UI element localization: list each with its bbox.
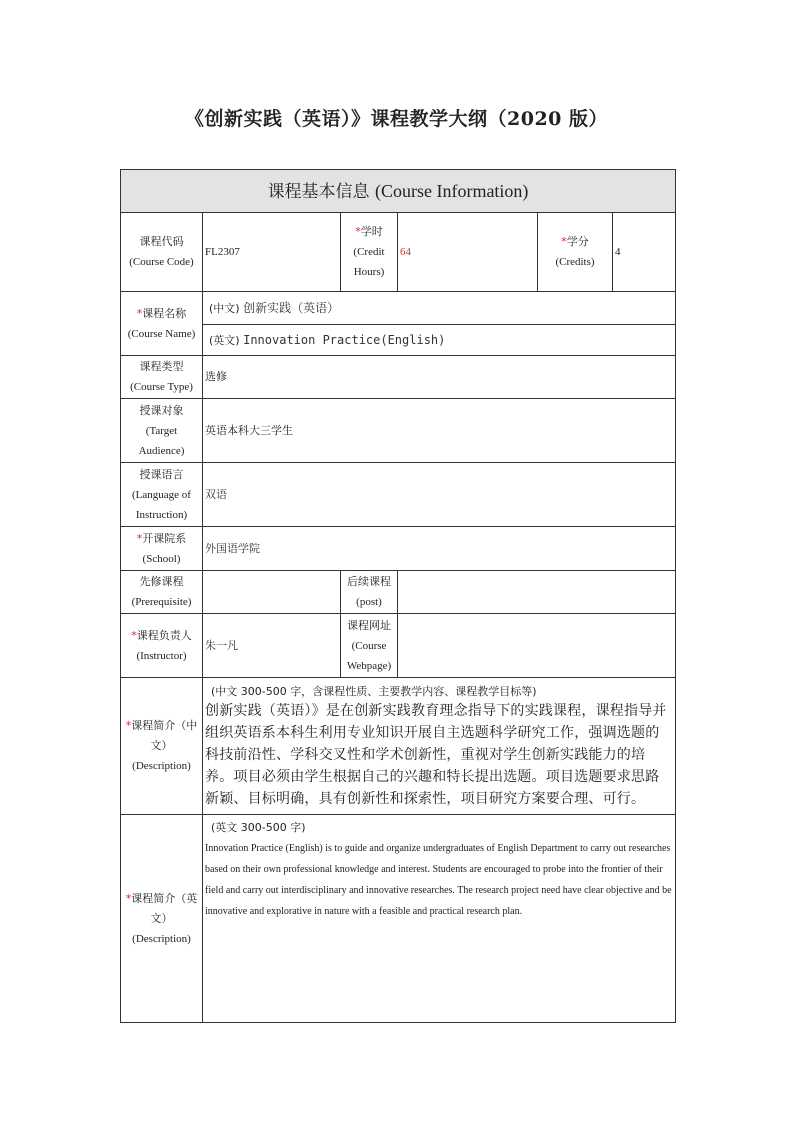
- target-label: 授课对象 (Target Audience): [121, 399, 203, 463]
- instructor-label: *课程负责人 (Instructor): [121, 614, 203, 678]
- course-type-label: 课程类型 (Course Type): [121, 356, 203, 399]
- desc-zh-text: 创新实践（英语）》是在创新实践教育理念指导下的实践课程，课程指导并组织英语系本科生利用专业知识开展自主选题科学研究工作，强调选题的科技前沿性、学科交叉性和学术创新性，重视对学生创新实践能力的培养。项目必须由学生根据自己的兴趣和特长提出选题。项目选题要求思路新颖、目标明确，具有创新性和探索性，项目研究方案要合理、可行。: [205, 703, 667, 807]
- desc-zh-content: [203, 678, 676, 815]
- course-type-value: 选修: [203, 356, 676, 399]
- desc-en-text: Innovation Practice (English) is to guide and organize undergraduates of English Department to carry out researches based on their own professional knowledge and interest. Students are encouraged to probe into the frontier of their field and carry out interdisciplinary and innovative researches. The research project need have clear objective and be innovative and explorative in nature with a feasible and practical research plan.: [205, 843, 672, 917]
- post-value: [398, 571, 676, 614]
- school-value: 外国语学院: [203, 527, 676, 571]
- language-label: 授课语言 (Language of Instruction): [121, 463, 203, 527]
- webpage-value[interactable]: [398, 614, 676, 678]
- desc-en-note: (英文 300-500 字): [211, 821, 306, 834]
- section-header: [121, 170, 676, 213]
- language-value: 双语: [203, 463, 676, 527]
- credits-value: 4: [613, 213, 676, 292]
- desc-zh-label: *课程简介（中文） (Description): [121, 678, 203, 815]
- post-label: 后续课程 (post): [341, 571, 398, 614]
- instructor-value: 朱一凡: [203, 614, 341, 678]
- target-value: 英语本科大三学生: [203, 399, 676, 463]
- course-name-zh: (中文) 创新实践（英语）: [203, 292, 676, 325]
- header-zh: 课程基本信息: [267, 181, 370, 202]
- course-code-label: 课程代码 (Course Code): [121, 213, 203, 292]
- credit-hours-value: 64: [398, 213, 538, 292]
- webpage-label: 课程网址 (Course Webpage): [341, 614, 398, 678]
- course-info-table: [120, 169, 676, 1023]
- credit-hours-label: *学时 (Credit Hours): [341, 213, 398, 292]
- page-title: 《创新实践（英语）》课程教学大纲（2020 版）: [185, 108, 608, 130]
- desc-en-content: [203, 815, 676, 1023]
- prerequisite-value: [203, 571, 341, 614]
- course-code-value: FL2307: [203, 213, 341, 292]
- course-name-en: (英文) Innovation Practice(English): [203, 325, 676, 356]
- header-en: (Course Information): [374, 180, 529, 201]
- desc-zh-note: (中文 300-500 字，含课程性质、主要教学内容、课程教学目标等): [211, 685, 537, 698]
- prerequisite-label: 先修课程 (Prerequisite): [121, 571, 203, 614]
- desc-en-label: *课程简介（英文） (Description): [121, 815, 203, 1023]
- school-label: *开课院系 (School): [121, 527, 203, 571]
- credits-label: *学分 (Credits): [538, 213, 613, 292]
- course-name-label: *课程名称 (Course Name): [121, 292, 203, 356]
